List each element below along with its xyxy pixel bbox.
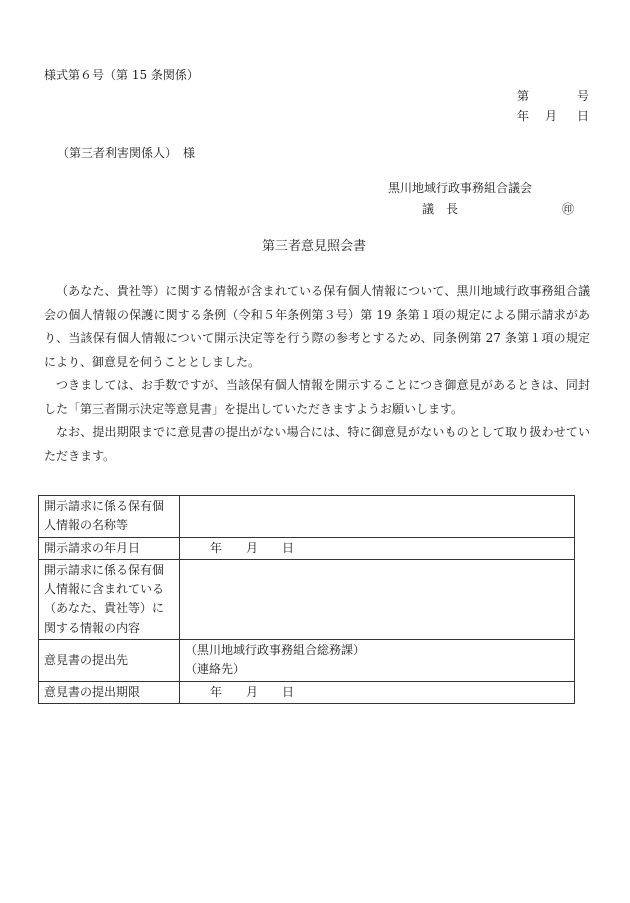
- row-label-info-content: 開示請求に係る保有個人情報に含まれている（あなた、貴社等）に関する情報の内容: [39, 559, 180, 639]
- table-row: [39, 496, 575, 538]
- row-value-submit-to: [180, 640, 575, 682]
- submit-to-contact: （連絡先）: [185, 662, 246, 677]
- row-value-request-date: 年 月 日: [180, 537, 575, 559]
- doc-number-suffix: 号: [577, 89, 590, 103]
- date-month: 月: [545, 109, 558, 123]
- date-year: 年: [517, 109, 530, 123]
- info-table: [38, 495, 575, 704]
- document-title: 第三者意見照会書: [262, 239, 367, 254]
- row-label-deadline: 意見書の提出期限: [39, 681, 180, 703]
- form-number: 様式第６号（第 15 条関係）: [44, 68, 199, 82]
- table-row: [39, 559, 575, 639]
- body-paragraph-2: つきましては、お手数ですが、当該保有個人情報を開示することにつき御意見があるときは、同封した「第三者開示決定等意見書」を提出していただきますようお願いします。: [44, 378, 590, 416]
- row-label-request-date: 開示請求の年月日: [39, 537, 180, 559]
- row-value-info-content: [180, 559, 575, 639]
- date-day: 日: [577, 109, 590, 123]
- seal-mark: ㊞: [562, 202, 575, 216]
- body-paragraph-1: （あなた、貴社等）に関する情報が含まれている保有個人情報について、黒川地域行政事務組合議会の個人情報の保護に関する条例（令和５年条例第３号）第 19 条第１項の規定による開示請求があり、当該保有個人情報について開示決定等を行う際の参考とするため、同条例第 27 条第１項の規定により、御意見を伺うこととしました。: [44, 284, 590, 369]
- row-value-info-name: [180, 496, 575, 538]
- table-row: [39, 681, 575, 703]
- row-label-submit-to: 意見書の提出先: [39, 640, 180, 682]
- body-text: [44, 280, 590, 468]
- sender-title: 議 長: [422, 202, 459, 216]
- body-paragraph-3: なお、提出期限までに意見書の提出がない場合には、特に御意見がないものとして取り扱わせていただきます。: [44, 425, 590, 463]
- table-row: [39, 537, 575, 559]
- doc-number-prefix: 第: [517, 89, 530, 103]
- row-label-info-name: 開示請求に係る保有個人情報の名称等: [39, 496, 180, 538]
- sender-organization: 黒川地域行政事務組合議会: [388, 181, 533, 195]
- row-value-deadline: 年 月 日: [180, 681, 575, 703]
- submit-to-department: （黒川地域行政事務組合総務課）: [185, 643, 366, 658]
- table-row: [39, 640, 575, 682]
- recipient: （第三者利害関係人） 様: [57, 146, 196, 160]
